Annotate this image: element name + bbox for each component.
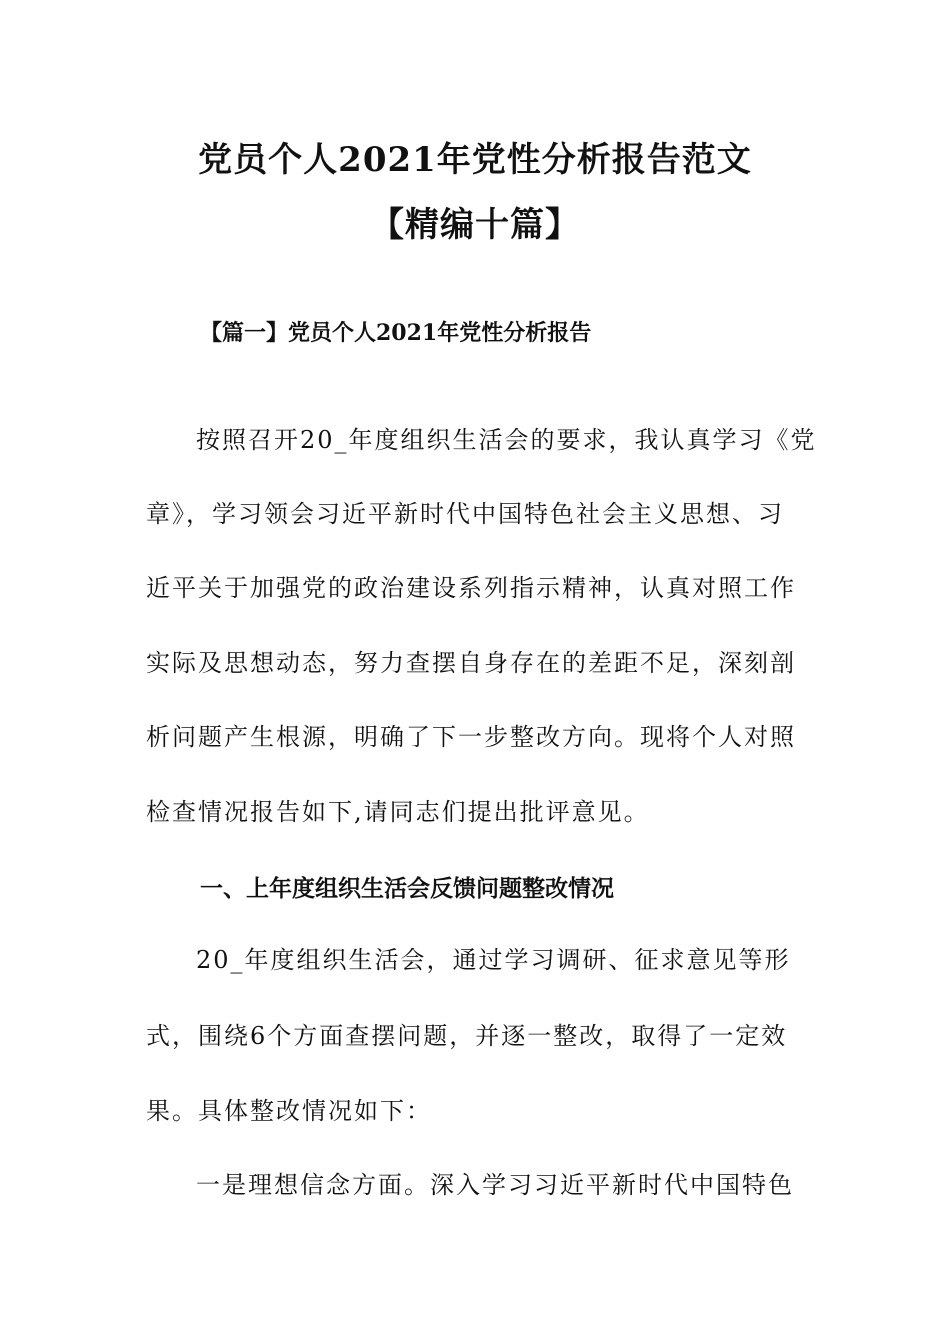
paragraph-line: 一是理想信念方面。深入学习习近平新时代中国特色 <box>196 1171 794 1199</box>
paragraph-line: 检查情况报告如下,请同志们提出批评意见。 <box>146 798 650 826</box>
section-heading: 【篇一】党员个人2021年党性分析报告 <box>200 320 592 346</box>
document-title-subtitle: 【精编十篇】 <box>370 205 580 245</box>
document-title: 党员个人2021年党性分析报告范文 <box>198 140 752 180</box>
paragraph-line: 析问题产生根源，明确了下一步整改方向。现将个人对照 <box>146 723 796 751</box>
paragraph-line: 式，围绕6个方面查摆问题，并逐一整改，取得了一定效 <box>146 1022 788 1050</box>
paragraph-line: 章》，学习领会习近平新时代中国特色社会主义思想、习 <box>146 500 784 528</box>
paragraph-line: 近平关于加强党的政治建设系列指示精神，认真对照工作 <box>146 574 796 602</box>
subheading: 一、上年度组织生活会反馈问题整改情况 <box>200 875 614 902</box>
paragraph-line: 实际及思想动态，努力查摆自身存在的差距不足，深刻剖 <box>146 649 796 677</box>
paragraph-line: 果。具体整改情况如下： <box>146 1097 432 1125</box>
paragraph-line: 按照召开20_年度组织生活会的要求，我认真学习《党 <box>196 426 817 454</box>
paragraph-line: 20_年度组织生活会，通过学习调研、征求意见等形 <box>196 946 791 974</box>
